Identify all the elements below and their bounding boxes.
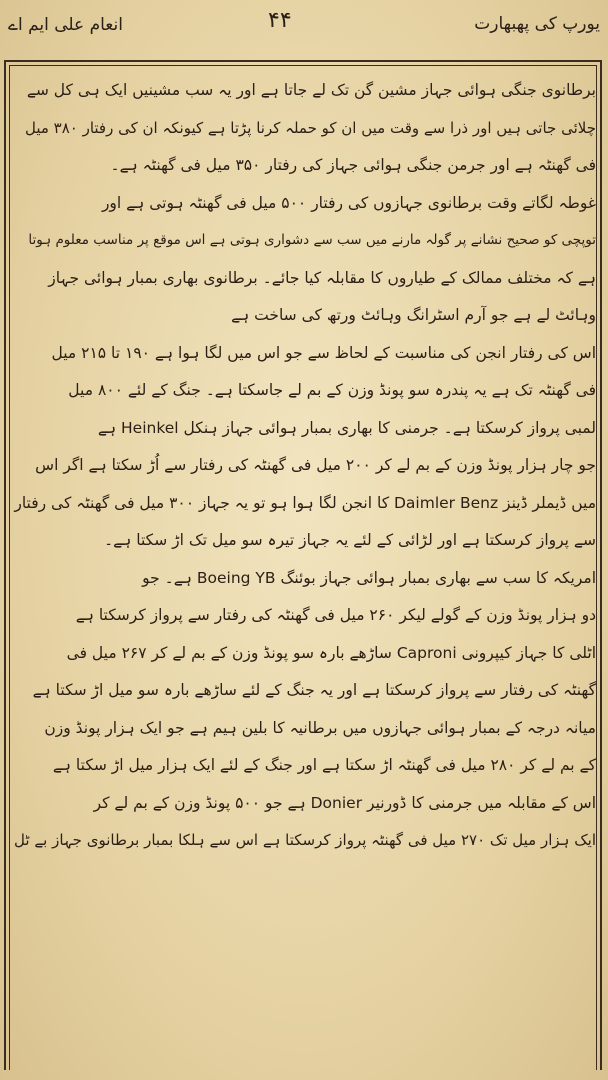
text-line: گھنٹہ کی رفتار سے پرواز کرسکتا ہے اور یہ جنگ کے لئے ساڑھے بارہ سو میل اڑ سکتا ہے <box>32 681 596 699</box>
text-line: دو ہزار پونڈ وزن کے گولے لیکر ۲۶۰ میل فی گھنٹہ کی رفتار سے پرواز کرسکتا ہے <box>75 606 596 624</box>
page-header <box>0 0 608 60</box>
text-line: جو چار ہزار پونڈ وزن کے بم لے کر ۲۰۰ میل فی گھنٹہ کی رفتار سے اُڑ سکتا ہے اگر اس <box>35 456 596 474</box>
page-number: ۴۴ <box>268 8 292 33</box>
text-line: امریکہ کا سب سے بھاری بمبار ہوائی جہاز بوئنگ Boeing YB ہے۔ جو <box>142 568 596 587</box>
text-line: چلائی جاتی ہیں اور ذرا سے وقت میں ان کو حملہ کرنا پڑتا ہے کیونکہ ان کی رفتار ۳۸۰ میل <box>24 118 596 137</box>
author-name: انعام علی ایم اے <box>8 15 123 35</box>
text-line: لمبی پرواز کرسکتا ہے۔ جرمنی کا بھاری بمبار ہوائی جہاز ہنکل Heinkel ہے <box>97 418 596 437</box>
text-line: اس کے مقابلہ میں جرمنی کا ڈورنیر Donier ہے جو ۵۰۰ پونڈ وزن کے بم لے کر <box>93 793 596 812</box>
text-line: اس کی رفتار انجن کی مناسبت کے لحاظ سے جو اس میں لگا ہوا ہے ۱۹۰ تا ۲۱۵ میل <box>51 343 596 362</box>
running-title: یورپ کی پھبھارت <box>474 14 600 34</box>
text-line: غوطہ لگاتے وقت برطانوی جہازوں کی رفتار ۵۰۰ میل فی گھنٹہ ہوتی ہے اور <box>101 193 596 212</box>
text-line: برطانوی جنگی ہوائی جہاز مشین گن تک لے جاتا ہے اور یہ سب مشینیں ایک ہی کل سے <box>26 81 596 99</box>
text-line: میانہ درجہ کے بمبار ہوائی جہازوں میں برطانیہ کا بلین ہیم ہے جو ایک ہزار پونڈ وزن <box>44 718 596 737</box>
body-text <box>12 72 596 860</box>
text-line: ہے کہ مختلف ممالک کے طیاروں کا مقابلہ کیا جائے۔ برطانوی بھاری بمبار ہوائی جہاز <box>48 268 596 287</box>
text-line: توپچی کو صحیح نشانے پر گولہ مارنے میں سب سے دشواری ہوتی ہے اس موقع پر مناسب معلوم ہوتا <box>28 232 596 248</box>
text-line: کے بم لے کر ۲۸۰ میل فی گھنٹہ اڑ سکتا ہے اور جنگ کے لئے ایک ہزار میل اڑ سکتا ہے <box>52 756 596 774</box>
text-line: سے پرواز کرسکتا ہے اور لڑائی کے لئے یہ جہاز تیرہ سو میل تک اڑ سکتا ہے۔ <box>104 531 596 549</box>
text-line: اٹلی کا جہاز کیپرونی Caproni ساڑھے بارہ سو پونڈ وزن کے بم لے کر ۲۶۷ میل فی <box>66 643 596 662</box>
text-line: ایک ہزار میل تک ۲۷۰ میل فی گھنٹہ پرواز کرسکتا ہے اس سے ہلکا بمبار برطانوی جہاز بے ٹل <box>14 831 596 849</box>
text-line: فی گھنٹہ تک ہے یہ پندرہ سو پونڈ وزن کے بم لے جاسکتا ہے۔ جنگ کے لئے ۸۰۰ میل <box>68 381 596 399</box>
text-line: وہائٹ لے ہے جو آرم اسٹرانگ وہائٹ ورتھ کی ساخت ہے <box>231 306 596 324</box>
text-line: فی گھنٹہ ہے اور جرمن جنگی ہوائی جہاز کی رفتار ۳۵۰ میل فی گھنٹہ ہے۔ <box>110 156 596 174</box>
text-line: میں ڈیملر ڈینز Daimler Benz کا انجن لگا ہوا ہو تو یہ جہاز ۳۰۰ میل فی گھنٹہ کی رفتار <box>14 493 596 512</box>
